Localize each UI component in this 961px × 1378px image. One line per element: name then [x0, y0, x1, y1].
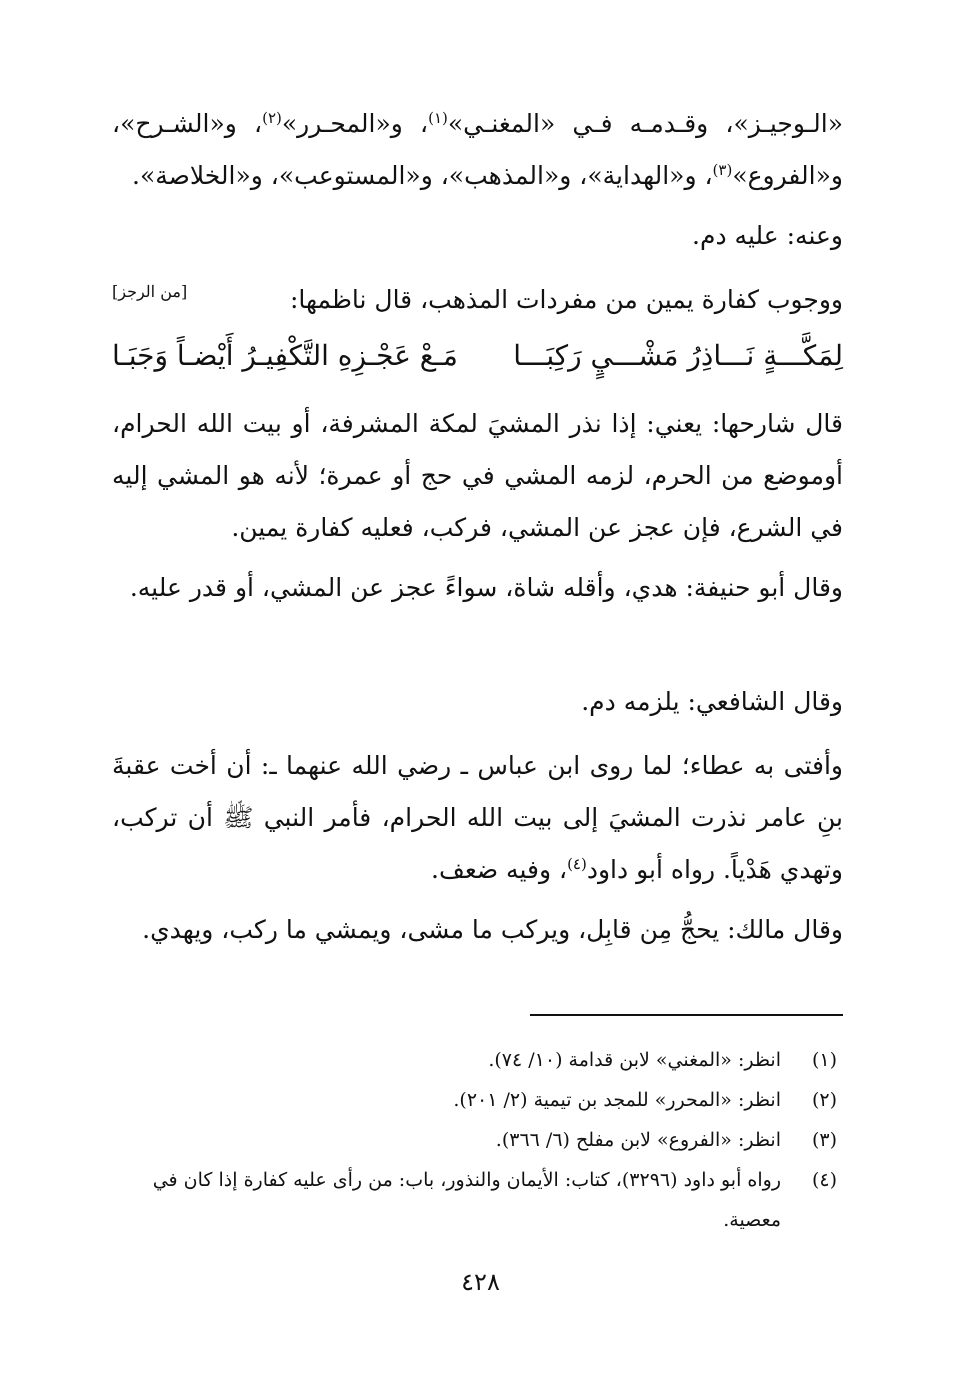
- footnote-2: [112, 1080, 843, 1120]
- text-run: وأفتى به عطاء؛ لما روى ابن عباس ـ رضي الله عنهما ـ: أن أخت عقبةَ بنِ عامر نذرت المشيَ إلى بيت الله الحرام، فأمر النبي ﷺ أن تركب، وتهدي هَدْياً. رواه أبو داود: [112, 751, 843, 884]
- paragraph-abu-hanifa: وقال أبو حنيفة: هدي، وأقله شاة، سواءً عجز عن المشي، أو قدر عليه.: [129, 573, 843, 602]
- footnote-1: [112, 1040, 843, 1080]
- footnote-3: [112, 1120, 843, 1160]
- paragraph-shafii: وقال الشافعي: يلزمه دم.: [581, 687, 843, 716]
- verse-first-hemistich: لِمَكَّـــةٍ نَـــاذِرُ مَشْـــيٍ رَكِبَـــا: [513, 339, 843, 372]
- footnote-number: (١): [811, 1049, 837, 1071]
- poem-meter-label: [من الرجز]: [112, 282, 188, 301]
- text-run: ، و«الشـرح»، و«الفروع»: [112, 109, 843, 190]
- paragraph-commentary: قال شارحها: يعني: إذا نذر المشيَ لمكة المشرفة، أو بيت الله الحرام، أوموضع من الحرم، لزمه المشي في حج أو عمرة؛ لأنه هو المشي إليه في الشرع، فإن عجز عن المشي، فركب، فعليه كفارة يمين.: [112, 409, 843, 542]
- footnote-text: انظر: «المحرر» للمجد بن تيمية (٢/ ٢٠١).: [453, 1089, 781, 1111]
- text-run: ، و«الهداية»، و«المذهب»، و«المستوعب»، و«الخلاصة».: [132, 161, 713, 190]
- paragraph-second-narration: وعنه: عليه دم.: [692, 221, 843, 250]
- footnote-ref-1[interactable]: (١): [428, 109, 448, 127]
- footnote-text: رواه أبو داود (٣٢٩٦)، كتاب: الأيمان والنذور، باب: من رأى عليه كفارة إذا كان في معصية.: [152, 1169, 781, 1231]
- text-run: ، وفيه ضعف.: [431, 855, 568, 884]
- verse-second-hemistich: مَـعْ عَجْـزِهِ التَّكْفِيـرُ أَيْضـاً وَجَبَـا: [112, 339, 458, 372]
- footnote-ref-2[interactable]: (٢): [262, 109, 282, 127]
- footnote-number: (٤): [811, 1169, 837, 1191]
- paragraph-poem-intro: ووجوب كفارة يمين من مفردات المذهب، قال ناظمها:: [289, 285, 843, 314]
- footnote-text: انظر: «المغني» لابن قدامة (١٠/ ٧٤).: [488, 1049, 781, 1071]
- footnote-ref-3[interactable]: (٣): [712, 161, 733, 179]
- paragraph-malik: وقال مالك: يحجُّ مِن قابِل، ويركب ما مشى، ويمشي ما ركب، ويهدي.: [142, 915, 843, 944]
- footnote-ref-4[interactable]: (٤): [567, 855, 587, 873]
- footnote-number: (٢): [811, 1089, 837, 1111]
- footnote-number: (٣): [811, 1129, 837, 1151]
- footnote-4: [112, 1160, 843, 1240]
- paragraph-sources: [112, 98, 843, 202]
- footnotes: [112, 1040, 843, 1240]
- text-run: ، و«المحـرر»: [281, 109, 429, 138]
- page-number: ٤٢٨: [461, 1268, 500, 1296]
- paragraph-ata-hadith: [112, 740, 843, 896]
- footnote-text: انظر: «الفروع» لابن مفلح (٦/ ٣٦٦).: [495, 1129, 781, 1151]
- footnote-separator: [530, 1014, 843, 1016]
- text-run: «الـوجيـز»، وقـدمـه فـي «المغنـي»: [447, 109, 843, 138]
